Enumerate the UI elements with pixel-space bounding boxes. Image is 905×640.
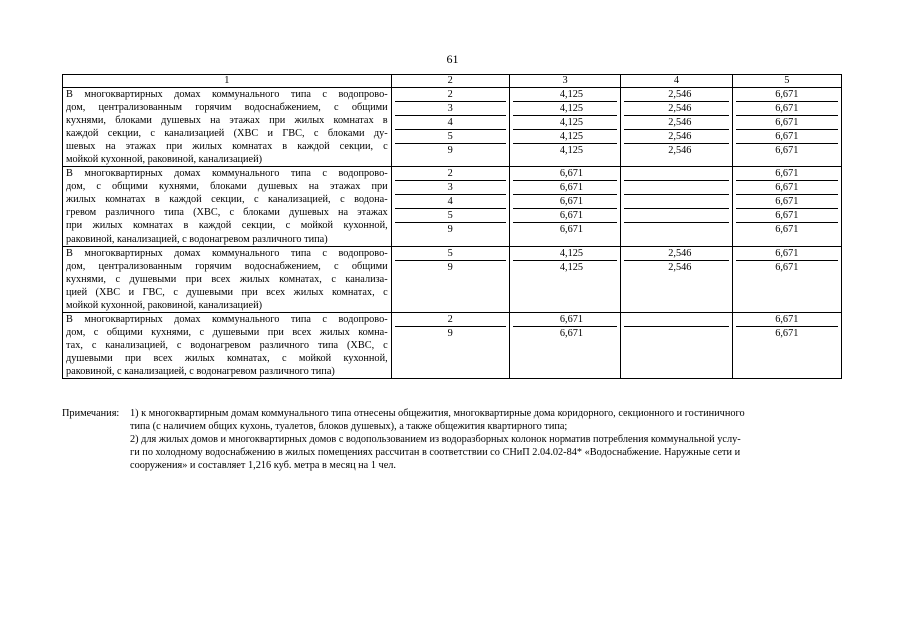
description-line: раковиной, с канализацией, с водонагревом различного типа) — [66, 365, 335, 377]
value-c5: 6,671 — [736, 181, 838, 195]
value-c4: 2,546 — [668, 261, 692, 273]
value-c2: 2 — [395, 167, 506, 181]
column-5-cell — [732, 246, 841, 312]
description-line: тах, с канализацией, с водонагревом различного типа (ХВС, с — [66, 339, 388, 351]
column-4-cell — [621, 246, 732, 312]
value-c3: 4,125 — [513, 130, 617, 144]
value-c2: 9 — [447, 224, 453, 236]
description-line: мойкой кухонной, раковиной, канализацией) — [66, 154, 263, 166]
group-description — [63, 246, 392, 312]
value-c3: 4,125 — [513, 102, 617, 116]
value-c4: 2,546 — [624, 116, 728, 130]
value-c2: 2 — [395, 313, 506, 327]
value-c4 — [624, 209, 728, 223]
description-line: дом, централизованным горячим водоснабжением, с общими — [66, 102, 388, 114]
group-description — [63, 312, 392, 378]
notes — [62, 407, 842, 472]
value-c3: 4,125 — [559, 145, 584, 157]
value-c3: 4,125 — [559, 261, 584, 273]
notes-label: Примечания: — [62, 408, 120, 419]
value-c5: 6,671 — [775, 261, 799, 273]
column-header-2: 2 — [391, 75, 509, 88]
note-line: сооружения» и составляет 1,216 куб. метра в месяц на 1 чел. — [130, 460, 397, 471]
group-description — [63, 167, 392, 246]
value-c2: 9 — [447, 145, 453, 157]
column-header-3: 3 — [509, 75, 620, 88]
value-c3: 6,671 — [513, 167, 617, 181]
table-header-row — [63, 75, 842, 88]
value-c4: 2,546 — [668, 145, 692, 157]
value-c4 — [624, 167, 728, 181]
value-c5: 6,671 — [736, 195, 838, 209]
value-c5: 6,671 — [775, 145, 799, 157]
description-line: раковиной, канализацией, с водонагревом различного типа) — [66, 233, 328, 245]
column-3-cell — [509, 246, 620, 312]
description-line: В многоквартирных домах коммунального типа с водопрово- — [66, 313, 388, 325]
value-c3: 6,671 — [559, 327, 584, 339]
group-description — [63, 88, 392, 167]
description-line: В многоквартирных домах коммунального типа с водопрово- — [66, 247, 388, 259]
value-c3: 6,671 — [513, 195, 617, 209]
value-c4 — [624, 195, 728, 209]
column-5-cell — [732, 167, 841, 246]
value-c5: 6,671 — [736, 102, 838, 116]
column-5-cell — [732, 312, 841, 378]
value-c5: 6,671 — [736, 247, 838, 261]
value-c3: 6,671 — [513, 209, 617, 223]
description-line: жилых комнатах в каждой секции, с канализацией, с водона- — [66, 194, 388, 206]
description-line: дом, централизованным горячим водоснабжением, с общими — [66, 260, 388, 272]
value-c4: 2,546 — [624, 130, 728, 144]
column-header-4: 4 — [621, 75, 732, 88]
value-c5: 6,671 — [736, 88, 838, 102]
value-c2: 9 — [447, 327, 453, 339]
column-2-cell — [391, 167, 509, 246]
value-c3: 4,125 — [513, 247, 617, 261]
column-header-1: 1 — [63, 75, 392, 88]
description-line: дом, с общими кухнями, блоками душевых на этажах при — [66, 181, 388, 193]
description-line: мойкой кухонной, раковиной, канализацией) — [66, 299, 263, 311]
column-4-cell — [621, 312, 732, 378]
value-c4 — [624, 313, 728, 327]
page-number: 61 — [446, 52, 459, 66]
value-c2: 5 — [395, 130, 506, 144]
description-line: кухнями, блоками душевых на этажах при жилых комнатах в — [66, 115, 388, 127]
value-c3: 4,125 — [513, 116, 617, 130]
description-line: кухнями, с душевыми при всех жилых комнатах, с канализа- — [66, 273, 388, 285]
value-c4: 2,546 — [624, 102, 728, 116]
column-4-cell — [621, 167, 732, 246]
table-group-row — [63, 88, 842, 167]
description-line: дом, с общими кухнями, с душевыми при всех жилых комна- — [66, 326, 388, 338]
note-line: 2) для жилых домов и многоквартирных домов с водопользованием из водоразборных колонок норматив потребления коммунальной услу- — [130, 434, 741, 445]
value-c2: 2 — [395, 88, 506, 102]
value-c4: 2,546 — [624, 247, 728, 261]
column-2-cell — [391, 246, 509, 312]
description-line: шевых на этажах при жилых комнатах в каждой секции, с — [66, 141, 388, 153]
column-header-5: 5 — [732, 75, 841, 88]
value-c5: 6,671 — [736, 130, 838, 144]
description-line: душевыми при всех жилых комнатах, с мойкой кухонной, — [66, 352, 388, 364]
column-3-cell — [509, 88, 620, 167]
value-c2: 5 — [395, 247, 506, 261]
value-c5: 6,671 — [736, 209, 838, 223]
table-group-row — [63, 246, 842, 312]
column-2-cell — [391, 312, 509, 378]
value-c4 — [624, 327, 728, 340]
value-c5: 6,671 — [736, 167, 838, 181]
column-4-cell — [621, 88, 732, 167]
value-c3: 4,125 — [513, 88, 617, 102]
value-c4 — [624, 181, 728, 195]
value-c2: 3 — [395, 102, 506, 116]
value-c2: 4 — [395, 116, 506, 130]
table-group-row — [63, 312, 842, 378]
value-c5: 6,671 — [736, 116, 838, 130]
column-2-cell — [391, 88, 509, 167]
column-3-cell — [509, 167, 620, 246]
value-c4: 2,546 — [624, 88, 728, 102]
description-line: при жилых комнатах в каждой секции, с мойкой кухонной, — [66, 220, 388, 232]
note-line: ги по холодному водоснабжению в жилых помещениях рассчитан в соответствии со СНиП 2.04.02-84* «Водоснабжение. Наружные сети и — [130, 447, 741, 458]
value-c2: 4 — [395, 195, 506, 209]
table-group-row — [63, 167, 842, 246]
value-c2: 5 — [395, 209, 506, 223]
value-c3: 6,671 — [513, 313, 617, 327]
description-line: цией (ХВС и ГВС, с душевыми при всех жилых комнатах, с — [66, 286, 388, 298]
value-c5: 6,671 — [775, 224, 799, 236]
note-line: типа (с наличием общих кухонь, туалетов, блоков душевых), а также общежития квартирного типа; — [130, 421, 568, 432]
description-line: каждой секции, с канализацией (ХВС и ГВС, с блоками ду- — [66, 128, 388, 140]
value-c4 — [624, 223, 728, 236]
value-c2: 9 — [447, 261, 453, 273]
notes-text — [130, 407, 842, 472]
note-line: 1) к многоквартирным домам коммунального типа отнесены общежития, многоквартирные дома коридорного, секционного и гостиничного — [130, 408, 745, 419]
norms-table — [62, 74, 842, 379]
value-c3: 6,671 — [513, 181, 617, 195]
value-c5: 6,671 — [736, 313, 838, 327]
value-c5: 6,671 — [775, 327, 799, 339]
value-c3: 6,671 — [559, 224, 584, 236]
value-c2: 3 — [395, 181, 506, 195]
description-line: В многоквартирных домах коммунального типа с водопрово- — [66, 168, 388, 180]
column-3-cell — [509, 312, 620, 378]
description-line: гревом различного типа (ХВС, с блоками душевых на этажах — [66, 207, 388, 219]
description-line: В многоквартирных домах коммунального типа с водопрово- — [66, 89, 388, 100]
column-5-cell — [732, 88, 841, 167]
